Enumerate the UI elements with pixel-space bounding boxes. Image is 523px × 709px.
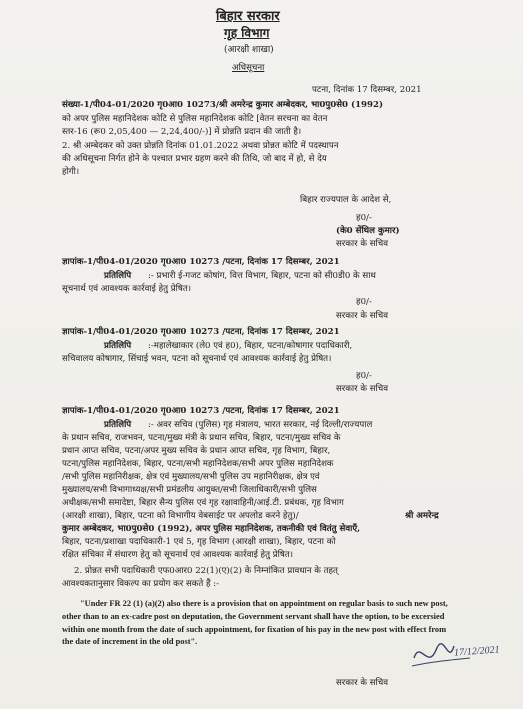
- memo-text-line: सूचनार्थ एवं आवश्यक कार्रवाई हेतु प्रेषित।: [62, 284, 192, 294]
- copy-label: प्रतिलिपि: [104, 420, 132, 430]
- org-title: बिहार सरकार: [216, 9, 280, 24]
- branch-title: (आरक्षी शाखा): [224, 45, 274, 55]
- signatory-name: (के0 सेंथिल कुमार): [336, 226, 400, 236]
- memo-text-line: अधीक्षक/सभी समादेष्टा, बिहार सैन्य पुलिस एवं गृह रक्षावाहिनी/आई.टी. प्रबंधक, गृह विभाग: [62, 498, 344, 508]
- order-body-line: होगी।: [62, 167, 80, 177]
- memo-designation: सरकार के सचिव: [336, 384, 388, 394]
- sd-mark: ह0/-: [356, 297, 372, 307]
- copy-label: प्रतिलिपि: [104, 341, 132, 351]
- department-title: गृह विभाग: [224, 26, 270, 40]
- order-body-line: 2. श्री अम्बेदकर को उक्त प्रोन्नति दिनांक 01.01.2022 अथवा प्रोन्नत कोटि में पदस्थापन: [62, 141, 339, 151]
- memo-text-line: के प्रधान सचिव, राजभवन, पटना/मुख्य मंत्री के प्रधान सचिव, बिहार, पटना/मुख्य सचिव के: [62, 433, 341, 443]
- memo-text-line: :-महालेखाकार (ले0 एवं ह0), बिहार, पटना/कोषागार पदाधिकारी,: [148, 341, 353, 351]
- order-body-line: स्तर-16 (रू0 2,05,400 — 2,24,400/-)] में प्रोन्नति प्रदान की जाती है।: [62, 127, 302, 137]
- notification-heading: अधिसूचना: [232, 63, 265, 73]
- signatory-designation: सरकार के सचिव: [336, 239, 388, 249]
- copy-label: प्रतिलिपि: [104, 271, 132, 281]
- sd-mark: ह0/-: [356, 213, 372, 223]
- memo-text-line: :- प्रभारी ई-गजट कोषांग, वित्त विभाग, बिहार, पटना को सी0डी0 के साथ: [148, 271, 376, 281]
- memo-designation: सरकार के सचिव: [336, 678, 388, 688]
- order-number-line: संख्या-1/पी04-01/2020 गृ0आ0 10273/श्री अमरेन्द्र कुमार अम्बेदकर, भा0पु0से0 (1992): [62, 100, 384, 110]
- memo-number-line: ज्ञापांक-1/पी04-01/2020 गृ0आ0 10273 /पटना, दिनांक 17 दिसम्बर, 2021: [62, 406, 340, 416]
- sd-mark: ह0/-: [356, 371, 372, 381]
- point2-line: 2. प्रोन्नत सभी पदाधिकारी एफ0आर0 22(1)(ए)(2) के निम्नांकित प्रावधान के तहत्: [74, 566, 338, 576]
- handwritten-date: 17/12/2021: [453, 644, 500, 659]
- memo-text-line: मुख्यालय/सभी विभागाध्यक्ष/सभी प्रमंडलीय आयुक्त/सभी जिलाधिकारी/सभी पुलिस: [62, 485, 317, 495]
- memo-text-line: सचिवालय कोषागार, सिंचाई भवन, पटना को सूचनार्थ एवं आवश्यक कार्रवाई हेतु प्रेषित।: [62, 354, 332, 364]
- memo-text-line: रक्षित संचिका में संधारण हेतु को सूचनार्थ एवं आवश्यक कार्रवाई हेतु प्रेषित।: [62, 550, 293, 560]
- memo-text-line: :- अवर सचिव (पुलिस) गृह मंत्रालय, भारत सरकार, नई दिल्ली/राज्यपाल: [148, 420, 373, 430]
- memo-number-line: ज्ञापांक-1/पी04-01/2020 गृ0आ0 10273 /पटना, दिनांक 17 दिसम्बर, 2021: [62, 327, 340, 337]
- fr22-quote: "Under FR 22 (1) (a)(2) also there is a provision that on appointment on regular basis to such new post, other than to an ex-cadre post on deputation, the Government servant shall have the option, to be excersied within one month from the date of such appointment, for fixation of his pay in the new post with effect from the date of increment in the old post".: [62, 599, 448, 647]
- memo-text-line: प्रधान आप्त सचिव, पटना/अपर मुख्य सचिव के प्रधान आप्त सचिव, गृह विभाग, बिहार,: [62, 446, 331, 456]
- memo-designation: सरकार के सचिव: [336, 311, 388, 321]
- point2-line: आवश्यकतानुसार विकल्प का प्रयोग कर सकते हैं :-: [62, 579, 220, 589]
- memo-text-line: कुमार अम्बेदकर, भा0पु0से0 (1992), अपर पुलिस महानिदेशक, तकनीकी एवं वितंतु सेवाएँ,: [62, 524, 361, 534]
- memo-text-line: पटना/पुलिस महानिदेशक, बिहार, पटना/सभी महानिदेशक/सभी अपर पुलिस महानिदेशक: [62, 459, 334, 469]
- order-body-line: की अधिसूचना निर्गत होने के पश्चात प्रभार ग्रहण करने की तिथि, जो बाद में हो, से देय: [62, 154, 327, 164]
- memo-number-line: ज्ञापांक-1/पी04-01/2020 गृ0आ0 10273 /पटना, दिनांक 17 दिसम्बर, 2021: [62, 257, 340, 267]
- order-body-line: को अपर पुलिस महानिदेशक कोटि से पुलिस महानिदेशक कोटि [वेतन सरचना का वेतन: [62, 114, 328, 124]
- officer-name-bold: श्री अमरेन्द्र: [405, 511, 439, 521]
- memo-text-line: बिहार, पटना/प्रशाखा पदाधिकारी-1 एवं 5, गृह विभाग (आरक्षी शाखा), बिहार, पटना को: [62, 537, 336, 547]
- date-line: पटना, दिनांक 17 दिसम्बर, 2021: [312, 85, 422, 95]
- governor-order: बिहार राज्यपाल के आदेश से,: [300, 195, 392, 205]
- memo-text-line: /सभी पुलिस महानिरीक्षक, क्षेत्र एवं मुख्यालय/सभी पुलिस उप महानिरीक्षक, क्षेत्र एवं: [62, 472, 320, 482]
- memo-text-line: (आरक्षी शाखा), बिहार, पटना को विभागीय वेबसाईट पर अपलोड करने हेतु)/: [62, 511, 299, 521]
